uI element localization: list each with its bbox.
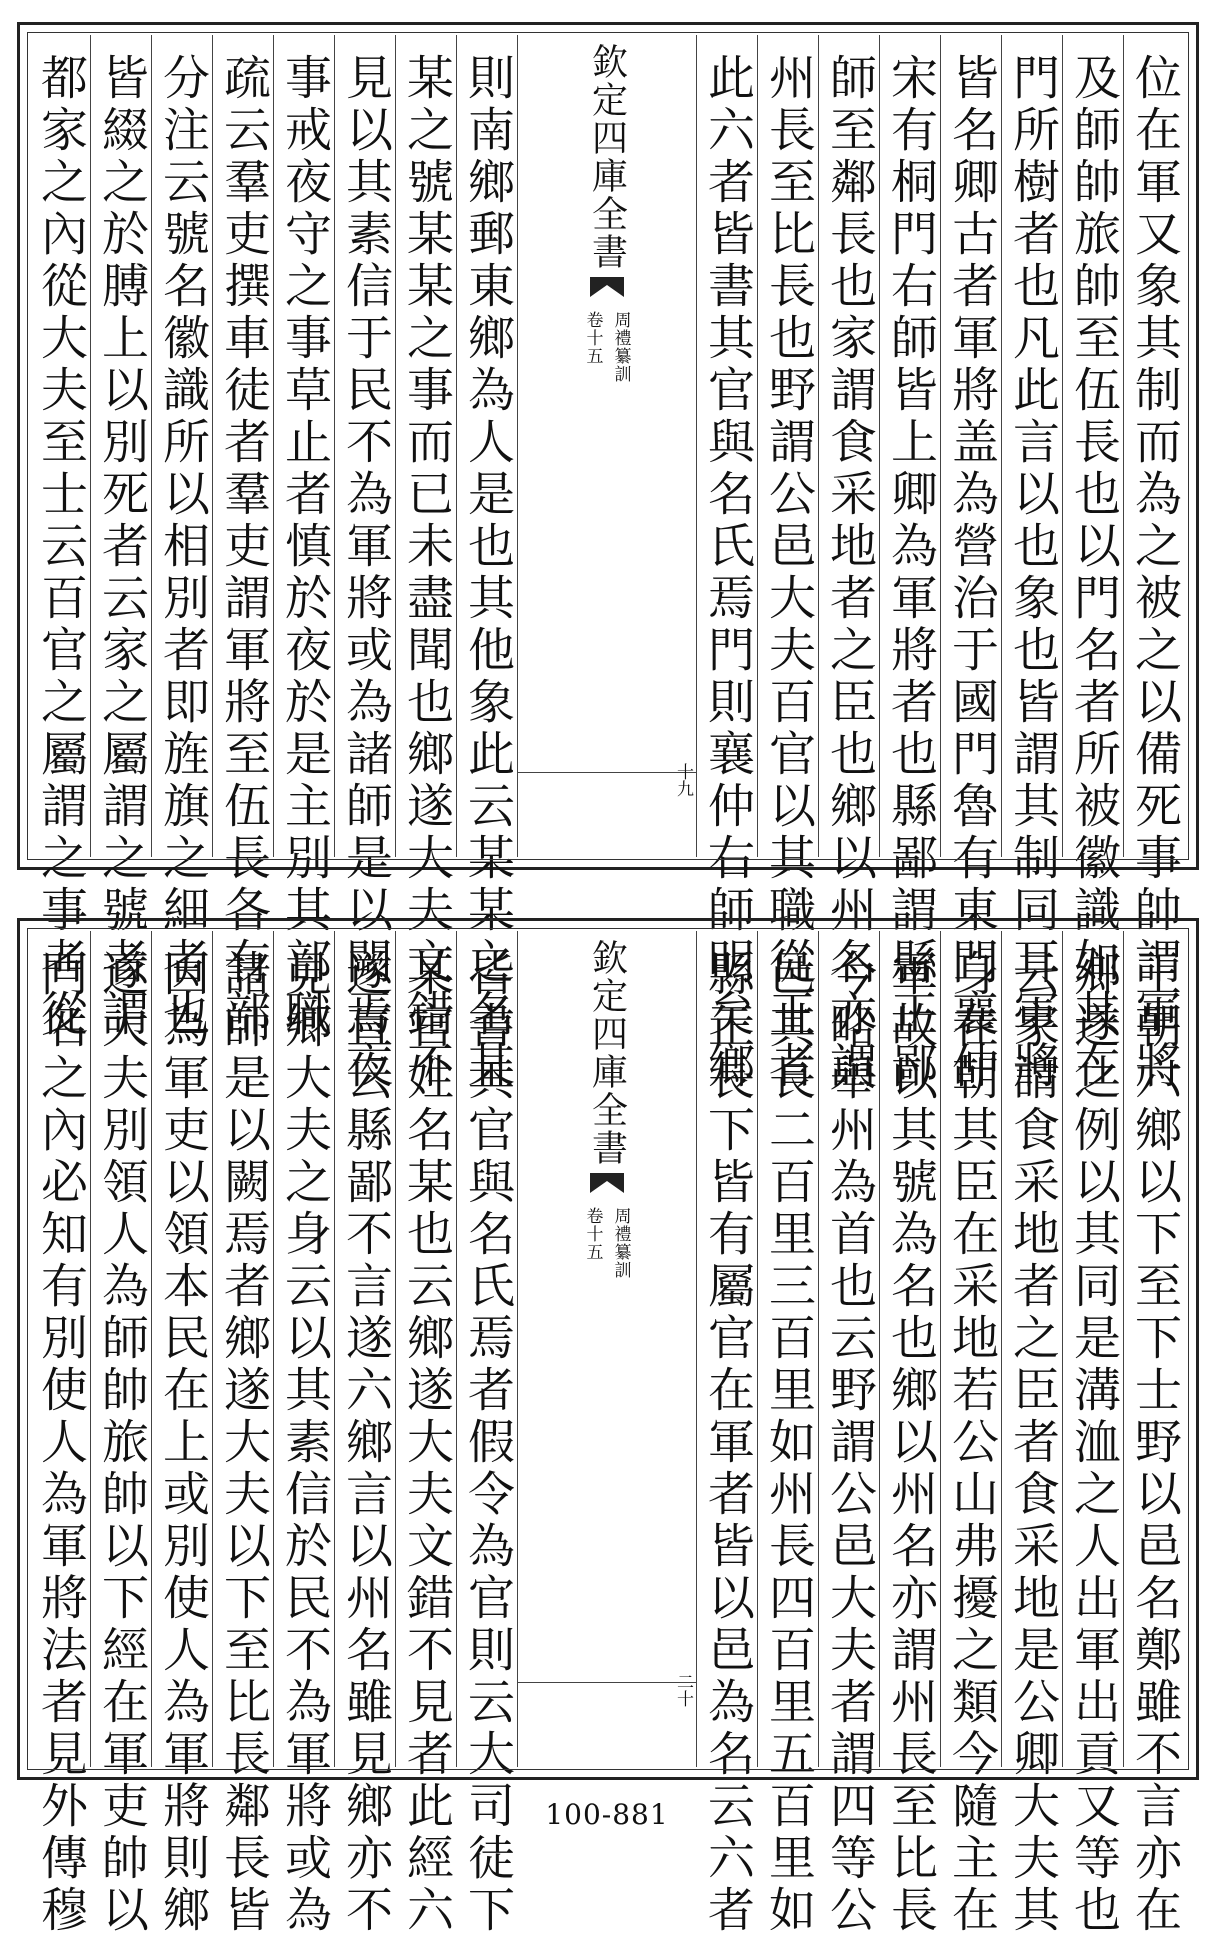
text-column: 縣正長下皆有屬官在軍者皆以邑為名云六者 <box>696 931 757 1767</box>
text-column: 皆書其官與名氏焉者假令為官則云大司徒下 <box>456 931 517 1767</box>
text-column: 見以其素信于民不為軍將或為諸師是以闕焉夜 <box>334 35 395 857</box>
banner-title: 欽定四庫全書 <box>586 939 628 1167</box>
text-column: 則南鄉郵東鄉為人是也其他象此云某某之名某 <box>456 35 517 857</box>
text-column: 此六者皆書其官與名氏焉門則襄仲右師明矣鄉 <box>696 35 757 857</box>
juan-label: 卷十五 <box>582 1207 603 1261</box>
text-column: 皆綴之於膊上以別死者云家之屬謂之號者謂 <box>90 35 151 857</box>
top-page <box>17 22 1199 1093</box>
text-column: 宋有桐門右師皆上卿為軍將者也縣鄙謂縣正鄙 <box>879 35 940 857</box>
text-column: 都家之內從大夫至士云百官之屬謂之事者從 <box>33 53 88 1041</box>
text-column: 因為軍吏以領本民在上或別使人為軍將則鄉 <box>151 931 212 1767</box>
text-column: 疏云羣吏撰車徒者羣吏謂軍將至伍長各有部 <box>212 35 273 857</box>
center-banner <box>517 931 696 1767</box>
text-column: 門名之內必知有別使人為軍將法者見外傳穆 <box>33 949 88 1937</box>
text-column: 遂直云縣鄙不言遂六鄉言以州名雖見鄉亦不 <box>334 931 395 1767</box>
folio-number: 二十 <box>673 1673 693 1707</box>
banner-title: 欽定四庫全書 <box>586 43 628 271</box>
center-banner <box>517 35 696 857</box>
text-column: 鄉遂之例以其同是溝洫之人出軍出貢又等也 <box>1062 931 1123 1767</box>
text-column: 分注云號名徽識所以相別者即旌旗之細者也 <box>151 35 212 857</box>
text-column: 某官姓名某也云鄉遂大夫文錯不見者此經六 <box>395 931 456 1767</box>
top-page-columns <box>32 35 1184 1093</box>
text-column: 云家謂食采地者之臣者食采地是公卿大夫其 <box>1001 931 1062 1767</box>
text-column: 見鄉大夫之身云以其素信於民不為軍將或為 <box>273 931 334 1767</box>
page-number: 100-881 <box>545 1798 669 1831</box>
text-column: 王朝六鄉以下至下士野以邑名鄭雖不言亦在 <box>1123 931 1184 1767</box>
text-column: 位在軍又象其制而為之被之以備死事帥謂軍將 <box>1123 35 1184 857</box>
book-title: 周禮纂訓 <box>610 1207 631 1279</box>
text-column: 今略舉州為首也云野謂公邑大夫者謂四等公 <box>818 931 879 1767</box>
banner-meta <box>581 1207 634 1279</box>
fishtail-ornament-icon <box>590 277 624 297</box>
text-column: 師至鄰長也家謂食采地者之臣也鄉以州名亦謂 <box>818 35 879 857</box>
text-column: 州長至比長也野謂公邑大夫百官以其職從王者 <box>757 35 818 857</box>
text-column: 皆名卿古者軍將盖為營治于國門魯有東門襄仲 <box>940 35 1001 857</box>
text-column: 邑其長二百里三百里如州長四百里五百里如 <box>757 931 818 1767</box>
juan-label: 卷十五 <box>582 311 603 365</box>
book-title: 周禮纂訓 <box>610 311 631 383</box>
text-column: 事戒夜守之事草止者慎於夜於是主別其部職 <box>273 35 334 857</box>
text-column: 門所樹者也凡此言以也象也皆謂其制同耳軍將 <box>1001 35 1062 857</box>
text-column: 身在朝其臣在采地若公山弗擾之類今隨主在 <box>940 931 1001 1767</box>
text-column: 遂大夫別領人為師帥旅帥以下經在軍吏帥以 <box>90 931 151 1767</box>
text-column: 軍故以其號為名也鄉以州名亦謂州長至比長 <box>879 931 940 1767</box>
folio-number: 十九 <box>673 763 693 797</box>
text-column: 某之號某某之事而已未盡聞也鄉遂大夫文錯不 <box>395 35 456 857</box>
text-column: 諸師是以闕焉者鄉遂大夫以下至比長鄰長皆 <box>212 931 273 1767</box>
text-column: 及師帥旅帥至伍長也以門名者所被徽識如其在 <box>1062 35 1123 857</box>
banner-meta <box>581 311 634 383</box>
fishtail-ornament-icon <box>590 1173 624 1193</box>
